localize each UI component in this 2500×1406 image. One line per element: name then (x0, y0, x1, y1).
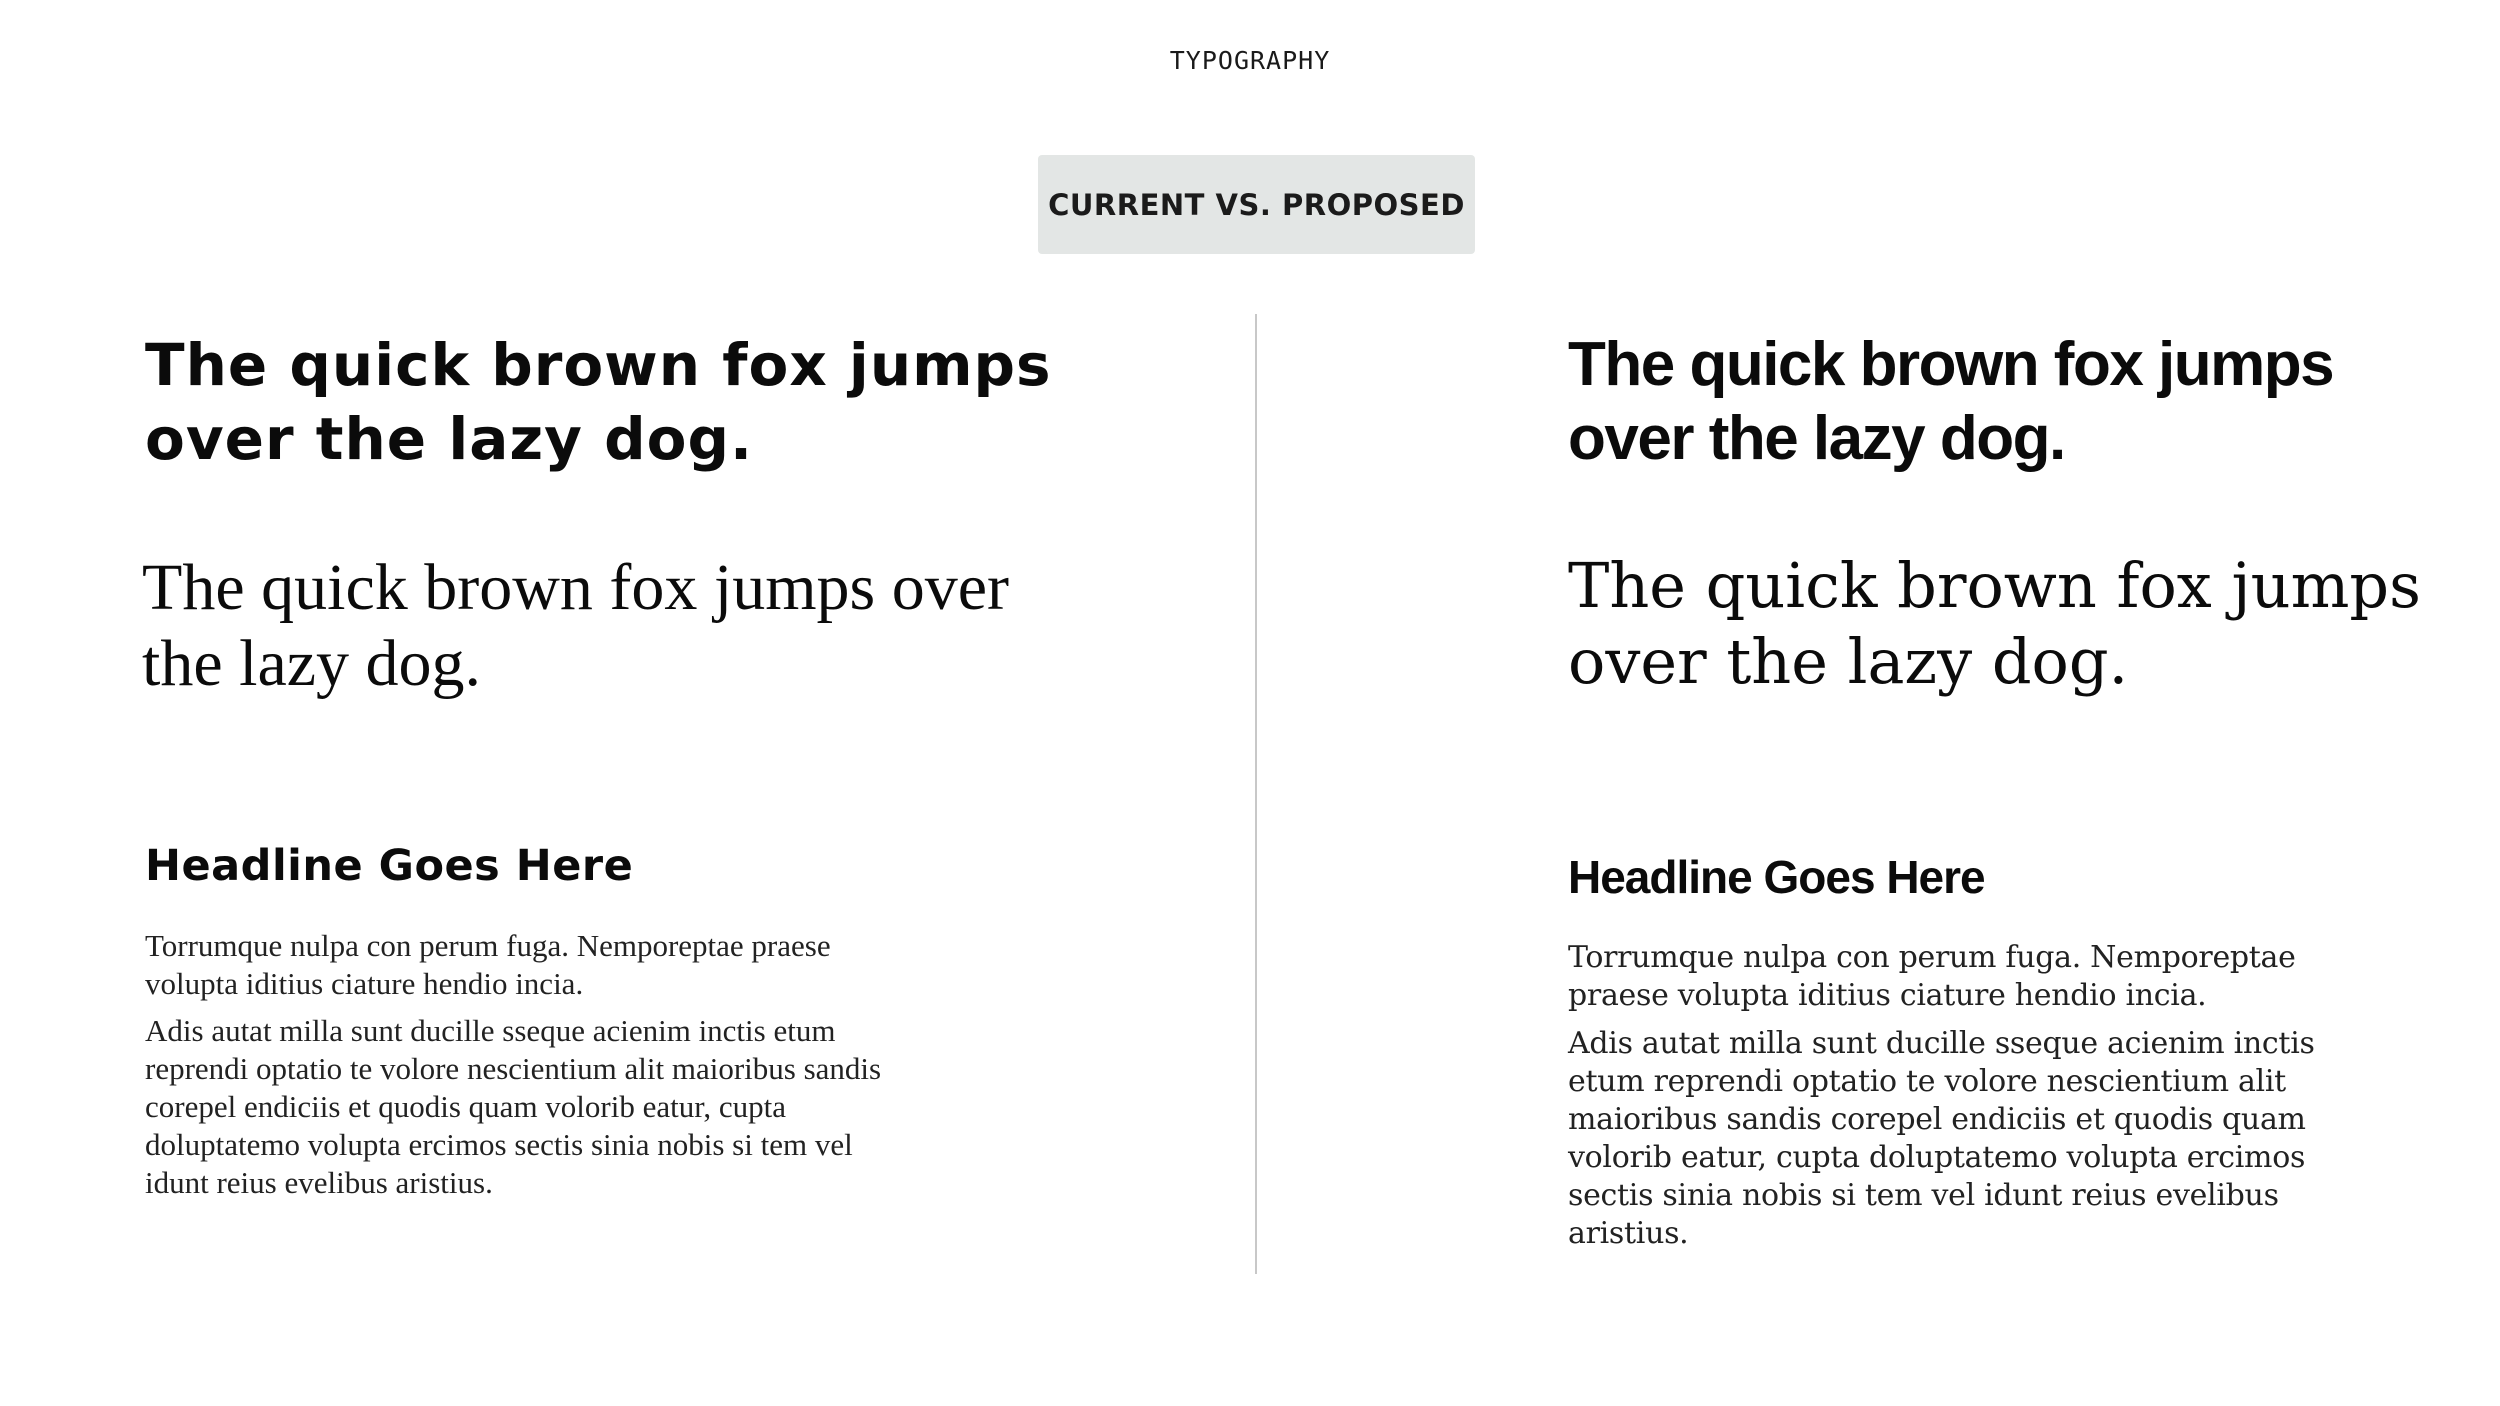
proposed-serif-sample: The quick brown fox jumps over the lazy dog. (1568, 549, 2421, 698)
current-headline: Headline Goes Here (145, 841, 634, 891)
proposed-headline: Headline Goes Here (1568, 851, 1985, 903)
current-body-paragraph-2: Adis autat milla sunt ducille sseque acienim inctis etum reprendi optatio te volore nescientium alit maioribus sandis corepel endiciis et quodis quam volorib eatur, cupta doluptatemo volupta ercimos sectis sinia nobis si tem vel idunt reius evelibus aristius. (145, 1013, 882, 1200)
current-body-paragraph-1: Torrumque nulpa con perum fuga. Nemporeptae praese volupta iditius ciature hendio incia. (145, 928, 831, 1001)
column-divider (1255, 314, 1257, 1274)
section-label: TYPOGRAPHY (1169, 46, 1331, 75)
proposed-body-paragraph-1: Torrumque nulpa con perum fuga. Nemporeptae praese volupta iditius ciature hendio incia. (1568, 940, 2296, 1013)
proposed-body-paragraph-2: Adis autat milla sunt ducille sseque acienim inctis etum reprendi optatio te volore nescientium alit maioribus sandis corepel endiciis et quodis quam volorib eatur, cupta doluptatemo volupta ercimos sectis sinia nobis si tem vel idunt reius evelibus aristius. (1568, 1026, 2315, 1251)
proposed-sans-sample: The quick brown fox jumps over the lazy dog. (1568, 330, 2334, 473)
current-sans-sample: The quick brown fox jumps over the lazy dog. (145, 331, 1052, 473)
comparison-badge-text: CURRENT VS. PROPOSED (1048, 187, 1465, 222)
comparison-badge (1038, 155, 1475, 254)
current-serif-sample: The quick brown fox jumps over the lazy dog. (142, 551, 1009, 700)
